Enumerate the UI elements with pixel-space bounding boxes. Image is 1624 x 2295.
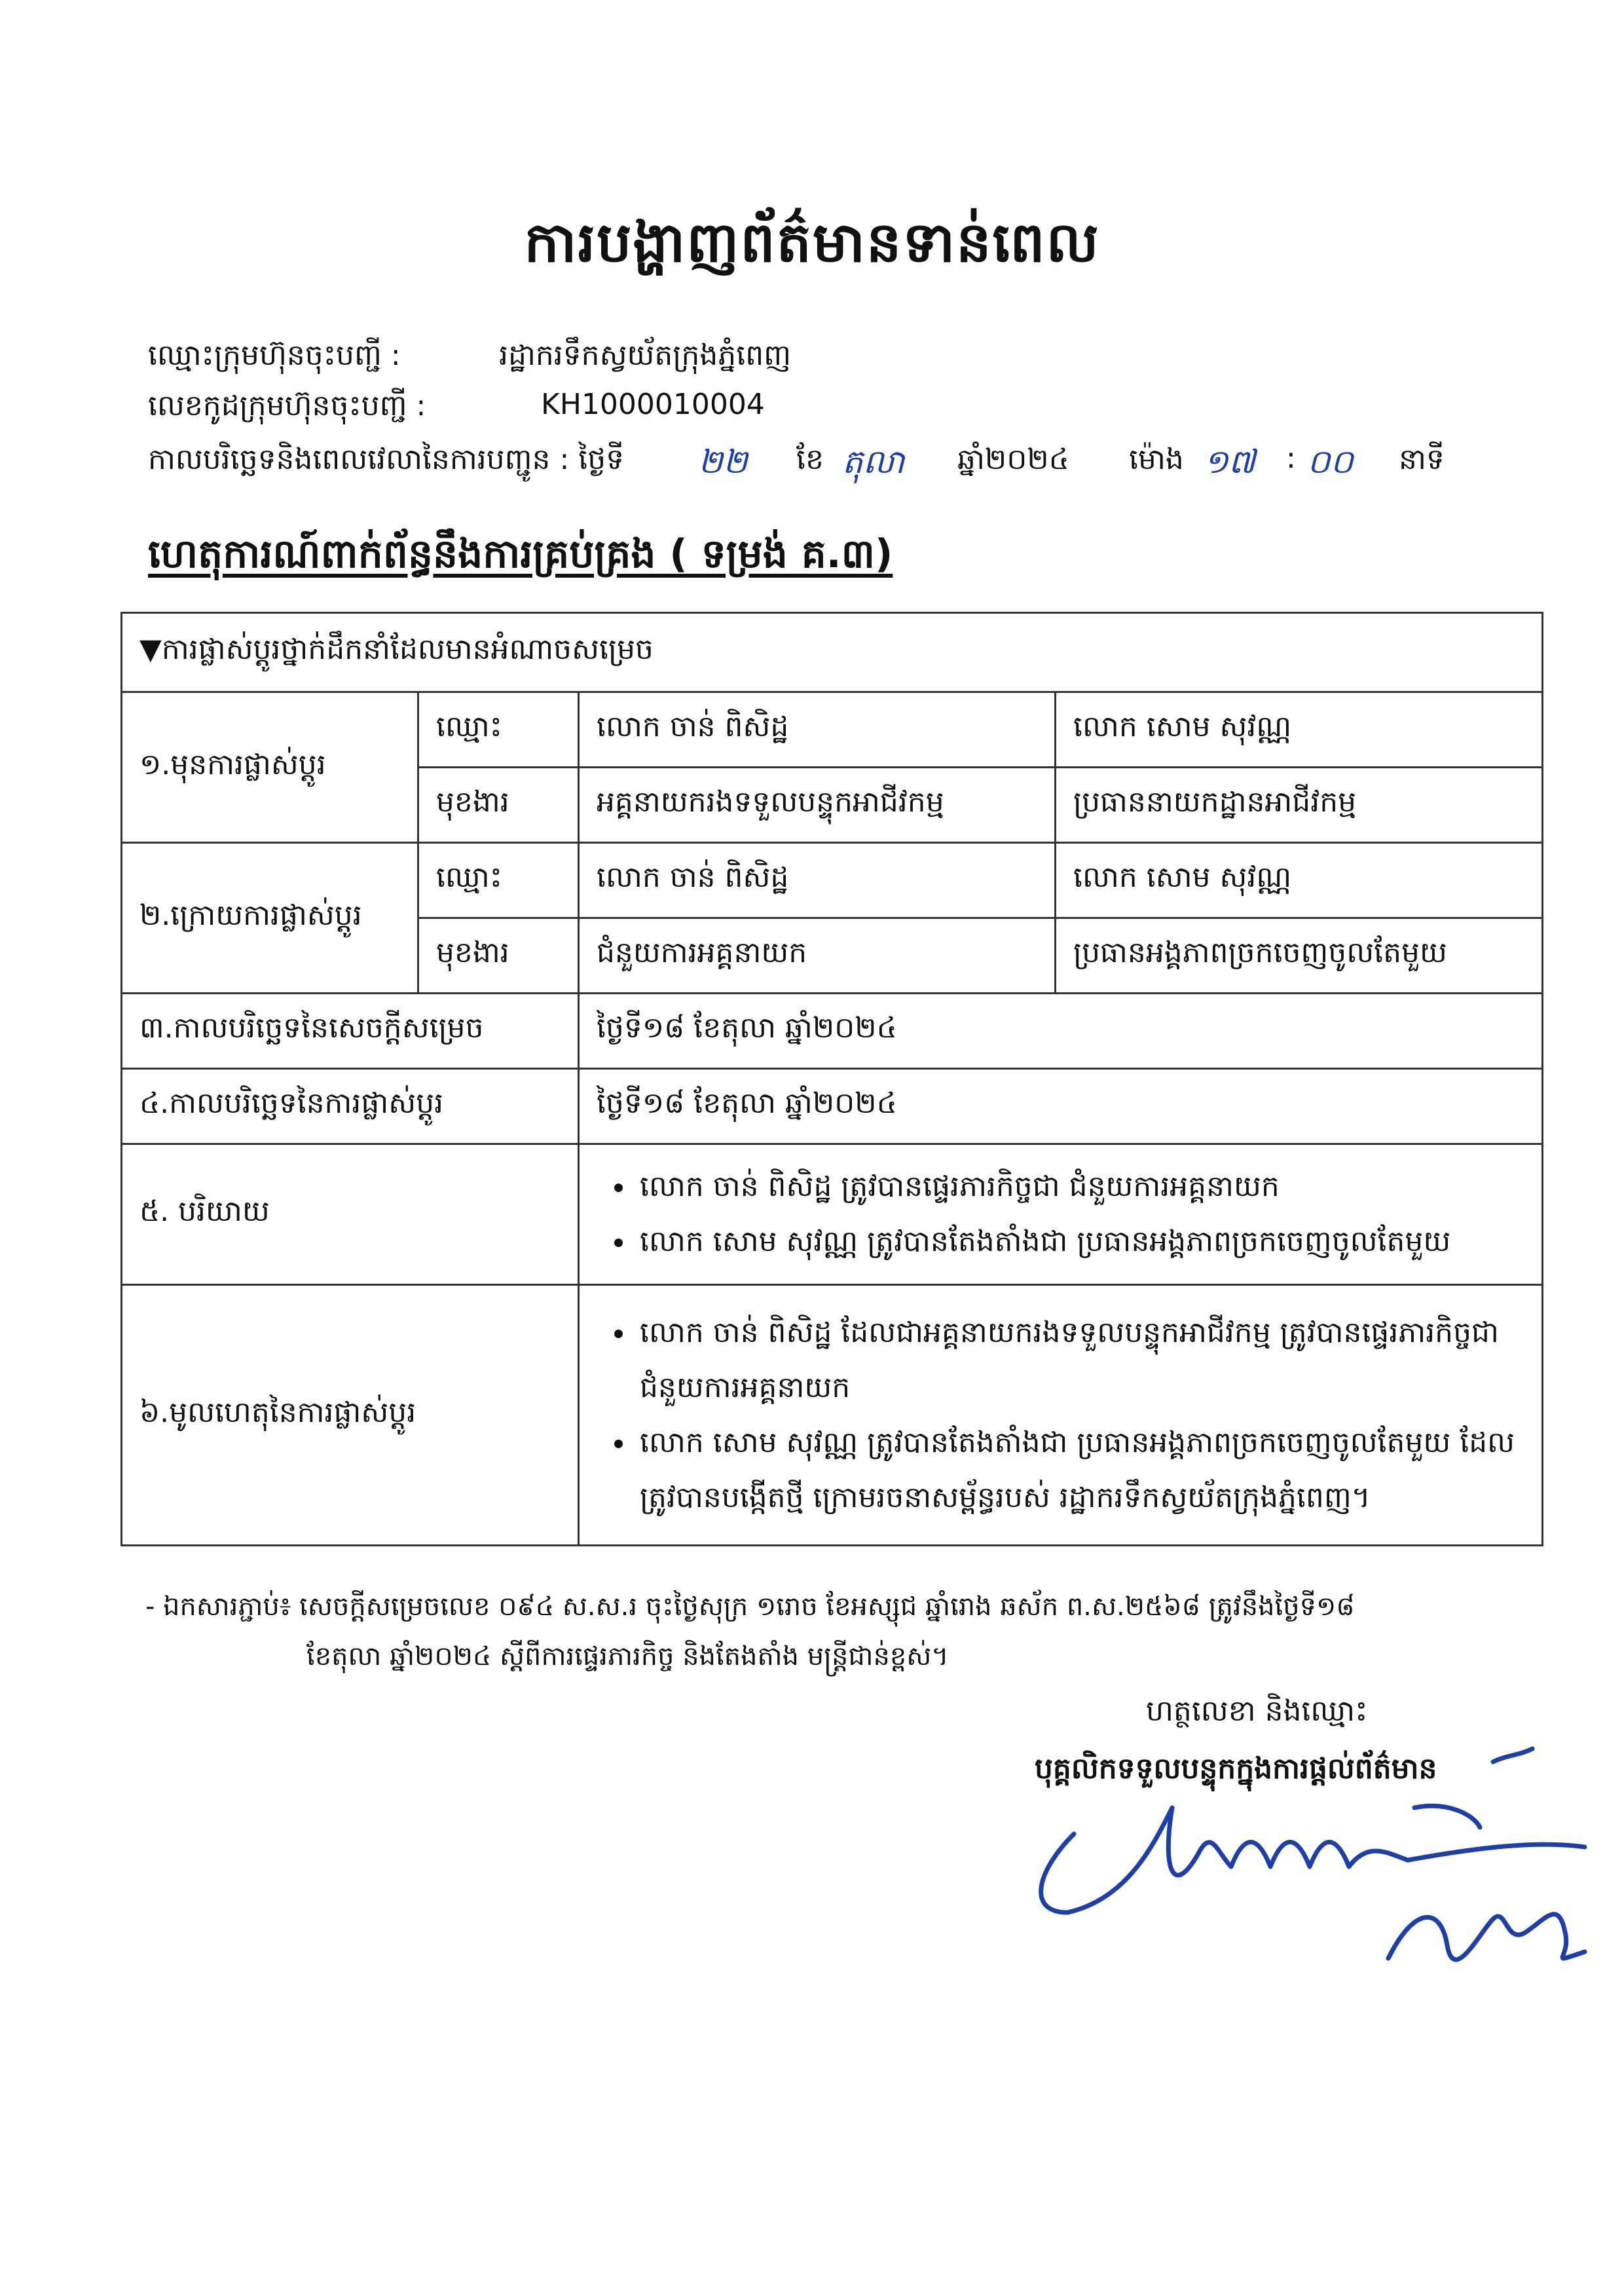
time-separator: : — [1286, 441, 1296, 475]
reason-cell — [579, 1285, 1543, 1546]
company-code-value: KH1000010004 — [541, 388, 765, 421]
explanation-cell — [579, 1144, 1543, 1285]
time-label: ម៉ោង — [1129, 443, 1184, 476]
change-date-label: ៤.កាលបរិច្ឆេទនៃការផ្លាស់ប្តូរ — [122, 1069, 579, 1144]
minute-label: នាទី — [1399, 443, 1445, 476]
before-position-1: អគ្គនាយករងទទួលបន្ទុកអាជីវកម្ម — [579, 768, 1056, 843]
before-name-1: លោក ចាន់ ពិសិដ្ឋ — [579, 692, 1056, 768]
table-row — [122, 994, 1543, 1069]
after-change-label: ២.ក្រោយការផ្លាស់ប្តូរ — [122, 843, 418, 994]
section-title: ហេតុការណ៍ពាក់ព័ន្ធនឹងការគ្រប់គ្រង ( ទម្រង់ គ.៣) — [148, 531, 893, 577]
handwritten-signature — [1022, 1736, 1598, 1985]
table-row — [122, 843, 1543, 918]
company-name-label: ឈ្មោះក្រុមហ៊ុនចុះបញ្ជី : — [148, 339, 401, 372]
submission-hour: ១៧ — [1204, 443, 1255, 481]
before-position-label: មុខងារ — [418, 768, 579, 843]
after-name-2: លោក សោម សុវណ្ណ — [1056, 843, 1543, 918]
submission-year: ឆ្នាំ២០២៤ — [957, 443, 1069, 476]
after-position-1: ជំនួយការអគ្គនាយក — [579, 918, 1056, 994]
before-name-2: លោក សោម សុវណ្ណ — [1056, 692, 1543, 768]
list-item: • លោក សោម សុវណ្ណ ត្រូវបានតែងតាំងជា ប្រធានអង្គភាពច្រកចេញចូលតែមួយ — [636, 1214, 1524, 1269]
submission-minute: ០០ — [1307, 443, 1354, 481]
before-position-2: ប្រធាននាយកដ្ឋានអាជីវកម្ម — [1056, 768, 1543, 843]
signer-role: បុគ្គលិកទទួលបន្ទុកក្នុងការផ្តល់ព័ត៌មាន — [1035, 1752, 1437, 1785]
document-title: ការបង្ហាញព័ត៌មានទាន់ពេល — [524, 210, 1100, 274]
explanation-label: ៥. បរិយាយ — [122, 1144, 579, 1285]
after-name-1: លោក ចាន់ ពិសិដ្ឋ — [579, 843, 1056, 918]
submission-month: តុលា — [842, 443, 905, 481]
explanation-list — [597, 1159, 1524, 1269]
before-change-label: ១.មុនការផ្លាស់ប្តូរ — [122, 692, 418, 843]
reason-list — [597, 1305, 1524, 1525]
decision-date-value: ថ្ងៃទី១៨ ខែតុលា ឆ្នាំ២០២៤ — [579, 994, 1543, 1069]
after-position-label: មុខងារ — [418, 918, 579, 994]
disclosure-table — [120, 612, 1543, 1546]
reason-label: ៦.មូលហេតុនៃការផ្លាស់ប្តូរ — [122, 1285, 579, 1546]
company-name-value: រដ្ឋាករទឹកស្វយ័តក្រុងភ្នំពេញ — [499, 339, 792, 372]
list-item: • លោក សោម សុវណ្ណ ត្រូវបានតែងតាំងជា ប្រធានអង្គភាពច្រកចេញចូលតែមួយ ដែលត្រូវបានបង្កើតថ្មី ក្រោមរចនាសម្ព័ន្ធរបស់ រដ្ឋាករទឹកស្វយ័តក្រុងភ្នំពេញ។ — [636, 1415, 1524, 1525]
company-code-label: លេខកូដក្រុមហ៊ុនចុះបញ្ជី : — [148, 389, 426, 422]
list-item: • លោក ចាន់ ពិសិដ្ឋ ត្រូវបានផ្ទេរភារកិច្ចជា ជំនួយការអគ្គនាយក — [636, 1159, 1524, 1214]
submission-day: ២២ — [698, 443, 748, 481]
after-name-label: ឈ្មោះ — [418, 843, 579, 918]
submission-label: កាលបរិច្ឆេទនិងពេលវេលានៃការបញ្ជូន : ថ្ងៃទី — [148, 443, 625, 476]
table-row — [122, 1144, 1543, 1285]
table-row — [122, 692, 1543, 768]
attachment-note — [145, 1582, 1547, 1681]
change-date-value: ថ្ងៃទី១៨ ខែតុលា ឆ្នាំ២០២៤ — [579, 1069, 1543, 1144]
table-row — [122, 1069, 1543, 1144]
attachment-note-line-1: - ឯកសារភ្ជាប់៖ សេចក្តីសម្រេចលេខ ០៩៤ ស.ស.រ ចុះថ្ងៃសុក្រ ១រោច ខែអស្សុជ ឆ្នាំរោង ឆស័ក ព.ស.២៥៦៨ ត្រូវនឹងថ្ងៃទី១៨ — [145, 1592, 1355, 1622]
after-position-2: ប្រធានអង្គភាពច្រកចេញចូលតែមួយ — [1056, 918, 1543, 994]
list-item: • លោក ចាន់ ពិសិដ្ឋ ដែលជាអគ្គនាយករងទទួលបន្ទុកអាជីវកម្ម ត្រូវបានផ្ទេរភារកិច្ចជាជំនួយការអគ្គនាយក — [636, 1305, 1524, 1415]
table-header: ▼ការផ្លាស់ប្តូរថ្នាក់ដឹកនាំដែលមានអំណាចសម្រេច — [122, 613, 1543, 692]
table-header-row — [122, 613, 1543, 692]
attachment-note-line-2: ខែតុលា ឆ្នាំ២០២៤ ស្តីពីការផ្ទេរភារកិច្ច និងតែងតាំង មន្ត្រីជាន់ខ្ពស់។ — [306, 1641, 949, 1671]
before-name-label: ឈ្មោះ — [418, 692, 579, 768]
signature-label: ហត្ថលេខា និងឈ្មោះ — [1146, 1694, 1368, 1728]
table-row — [122, 1285, 1543, 1546]
month-label: ខែ — [796, 443, 824, 476]
decision-date-label: ៣.កាលបរិច្ឆេទនៃសេចក្តីសម្រេច — [122, 994, 579, 1069]
